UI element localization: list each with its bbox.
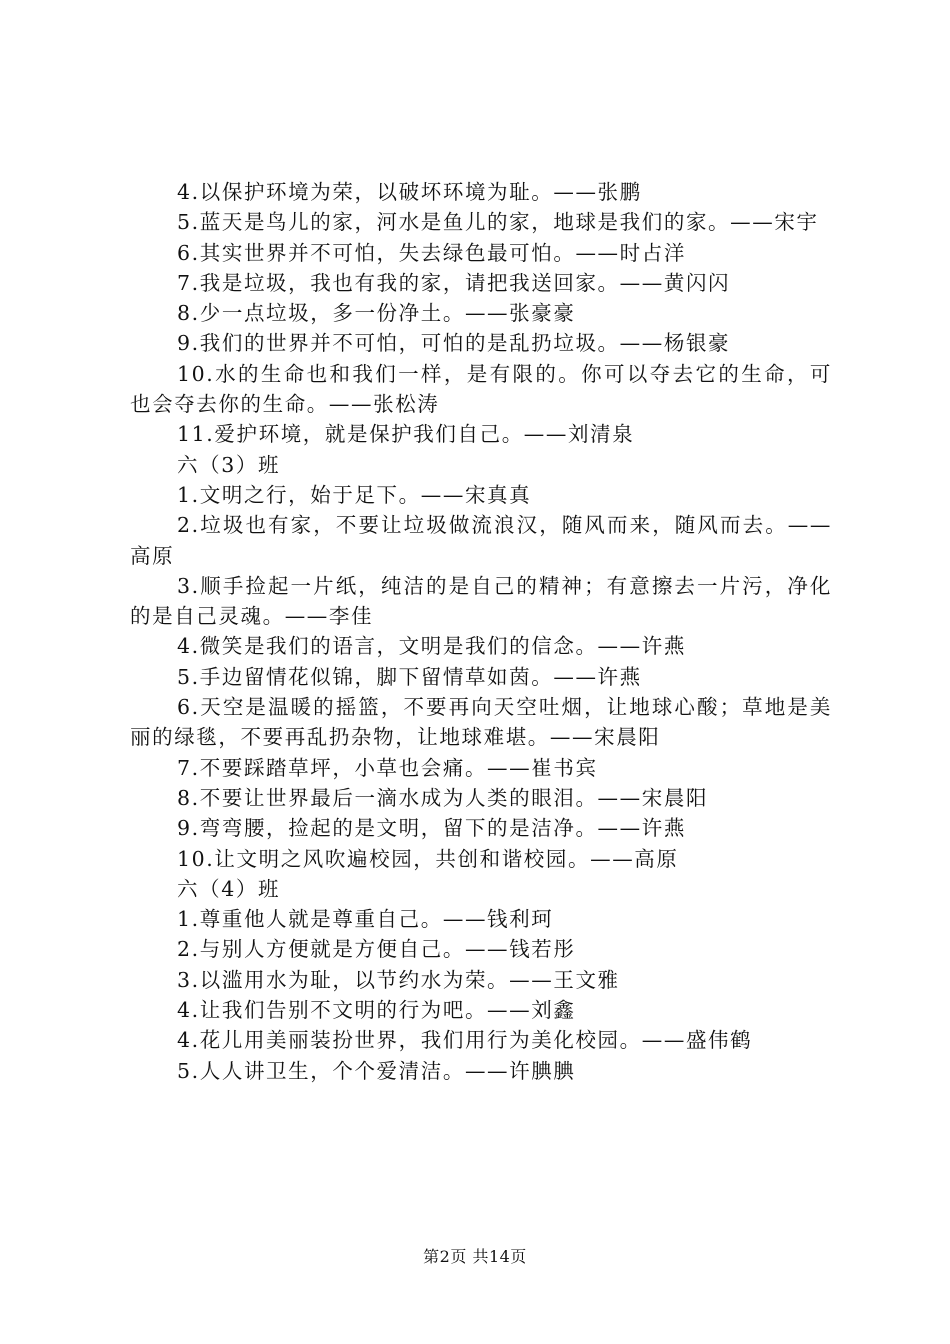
paragraph: 1.文明之行，始于足下。——宋真真 <box>177 482 532 507</box>
paragraph: 3.顺手捡起一片纸，纯洁的是自己的精神；有意擦去一片污，净化的是自己灵魂。——李佳 <box>130 573 832 629</box>
paragraph: 5.蓝天是鸟儿的家，河水是鱼儿的家，地球是我们的家。——宋宇 <box>177 210 819 235</box>
paragraph: 2.与别人方便就是方便自己。——钱若彤 <box>177 937 576 962</box>
paragraph: 8.少一点垃圾，多一份净土。——张豪豪 <box>177 301 576 326</box>
paragraph: 4.微笑是我们的语言，文明是我们的信念。——许燕 <box>177 634 686 659</box>
paragraph: 3.以滥用水为耻，以节约水为荣。——王文雅 <box>177 967 620 992</box>
paragraph: 5.手边留情花似锦，脚下留情草如茵。——许燕 <box>177 664 642 689</box>
paragraph: 8.不要让世界最后一滴水成为人类的眼泪。——宋晨阳 <box>177 785 709 810</box>
paragraph: 11.爱护环境，就是保护我们自己。——刘清泉 <box>177 422 635 447</box>
page-number-footer: 第2页 共14页 <box>423 1247 527 1266</box>
paragraph: 4.让我们告别不文明的行为吧。——刘鑫 <box>177 998 576 1023</box>
paragraph: 2.垃圾也有家，不要让垃圾做流浪汉，随风而来，随风而去。——高原 <box>130 513 832 568</box>
paragraph: 1.尊重他人就是尊重自己。——钱利珂 <box>177 907 554 932</box>
paragraph: 7.不要踩踏草坪，小草也会痛。——崔书宾 <box>177 755 598 780</box>
paragraph: 9.我们的世界并不可怕，可怕的是乱扔垃圾。——杨银豪 <box>177 331 731 356</box>
paragraph: 10.水的生命也和我们一样，是有限的。你可以夺去它的生命，可也会夺去你的生命。——张松涛 <box>130 361 832 417</box>
paragraph: 4.以保护环境为荣，以破坏环境为耻。——张鹏 <box>177 180 642 204</box>
paragraph: 9.弯弯腰，捡起的是文明，留下的是洁净。——许燕 <box>177 816 686 841</box>
section-heading: 六（3）班 <box>177 452 281 477</box>
paragraph: 6.天空是温暖的摇篮，不要再向天空吐烟，让地球心酸；草地是美丽的绿毯，不要再乱扔杂物，让地球难堪。——宋晨阳 <box>130 695 832 750</box>
paragraph: 5.人人讲卫生，个个爱清洁。——许腆腆 <box>177 1058 576 1083</box>
paragraph: 7.我是垃圾，我也有我的家，请把我送回家。——黄闪闪 <box>177 270 731 295</box>
paragraph: 10.让文明之风吹遍校园，共创和谐校园。——高原 <box>177 846 679 871</box>
document-body <box>130 177 832 1086</box>
section-heading: 六（4）班 <box>177 876 281 901</box>
paragraph: 4.花儿用美丽装扮世界，我们用行为美化校园。——盛伟鹤 <box>177 1028 753 1053</box>
paragraph: 6.其实世界并不可怕，失去绿色最可怕。——时占洋 <box>177 240 686 265</box>
